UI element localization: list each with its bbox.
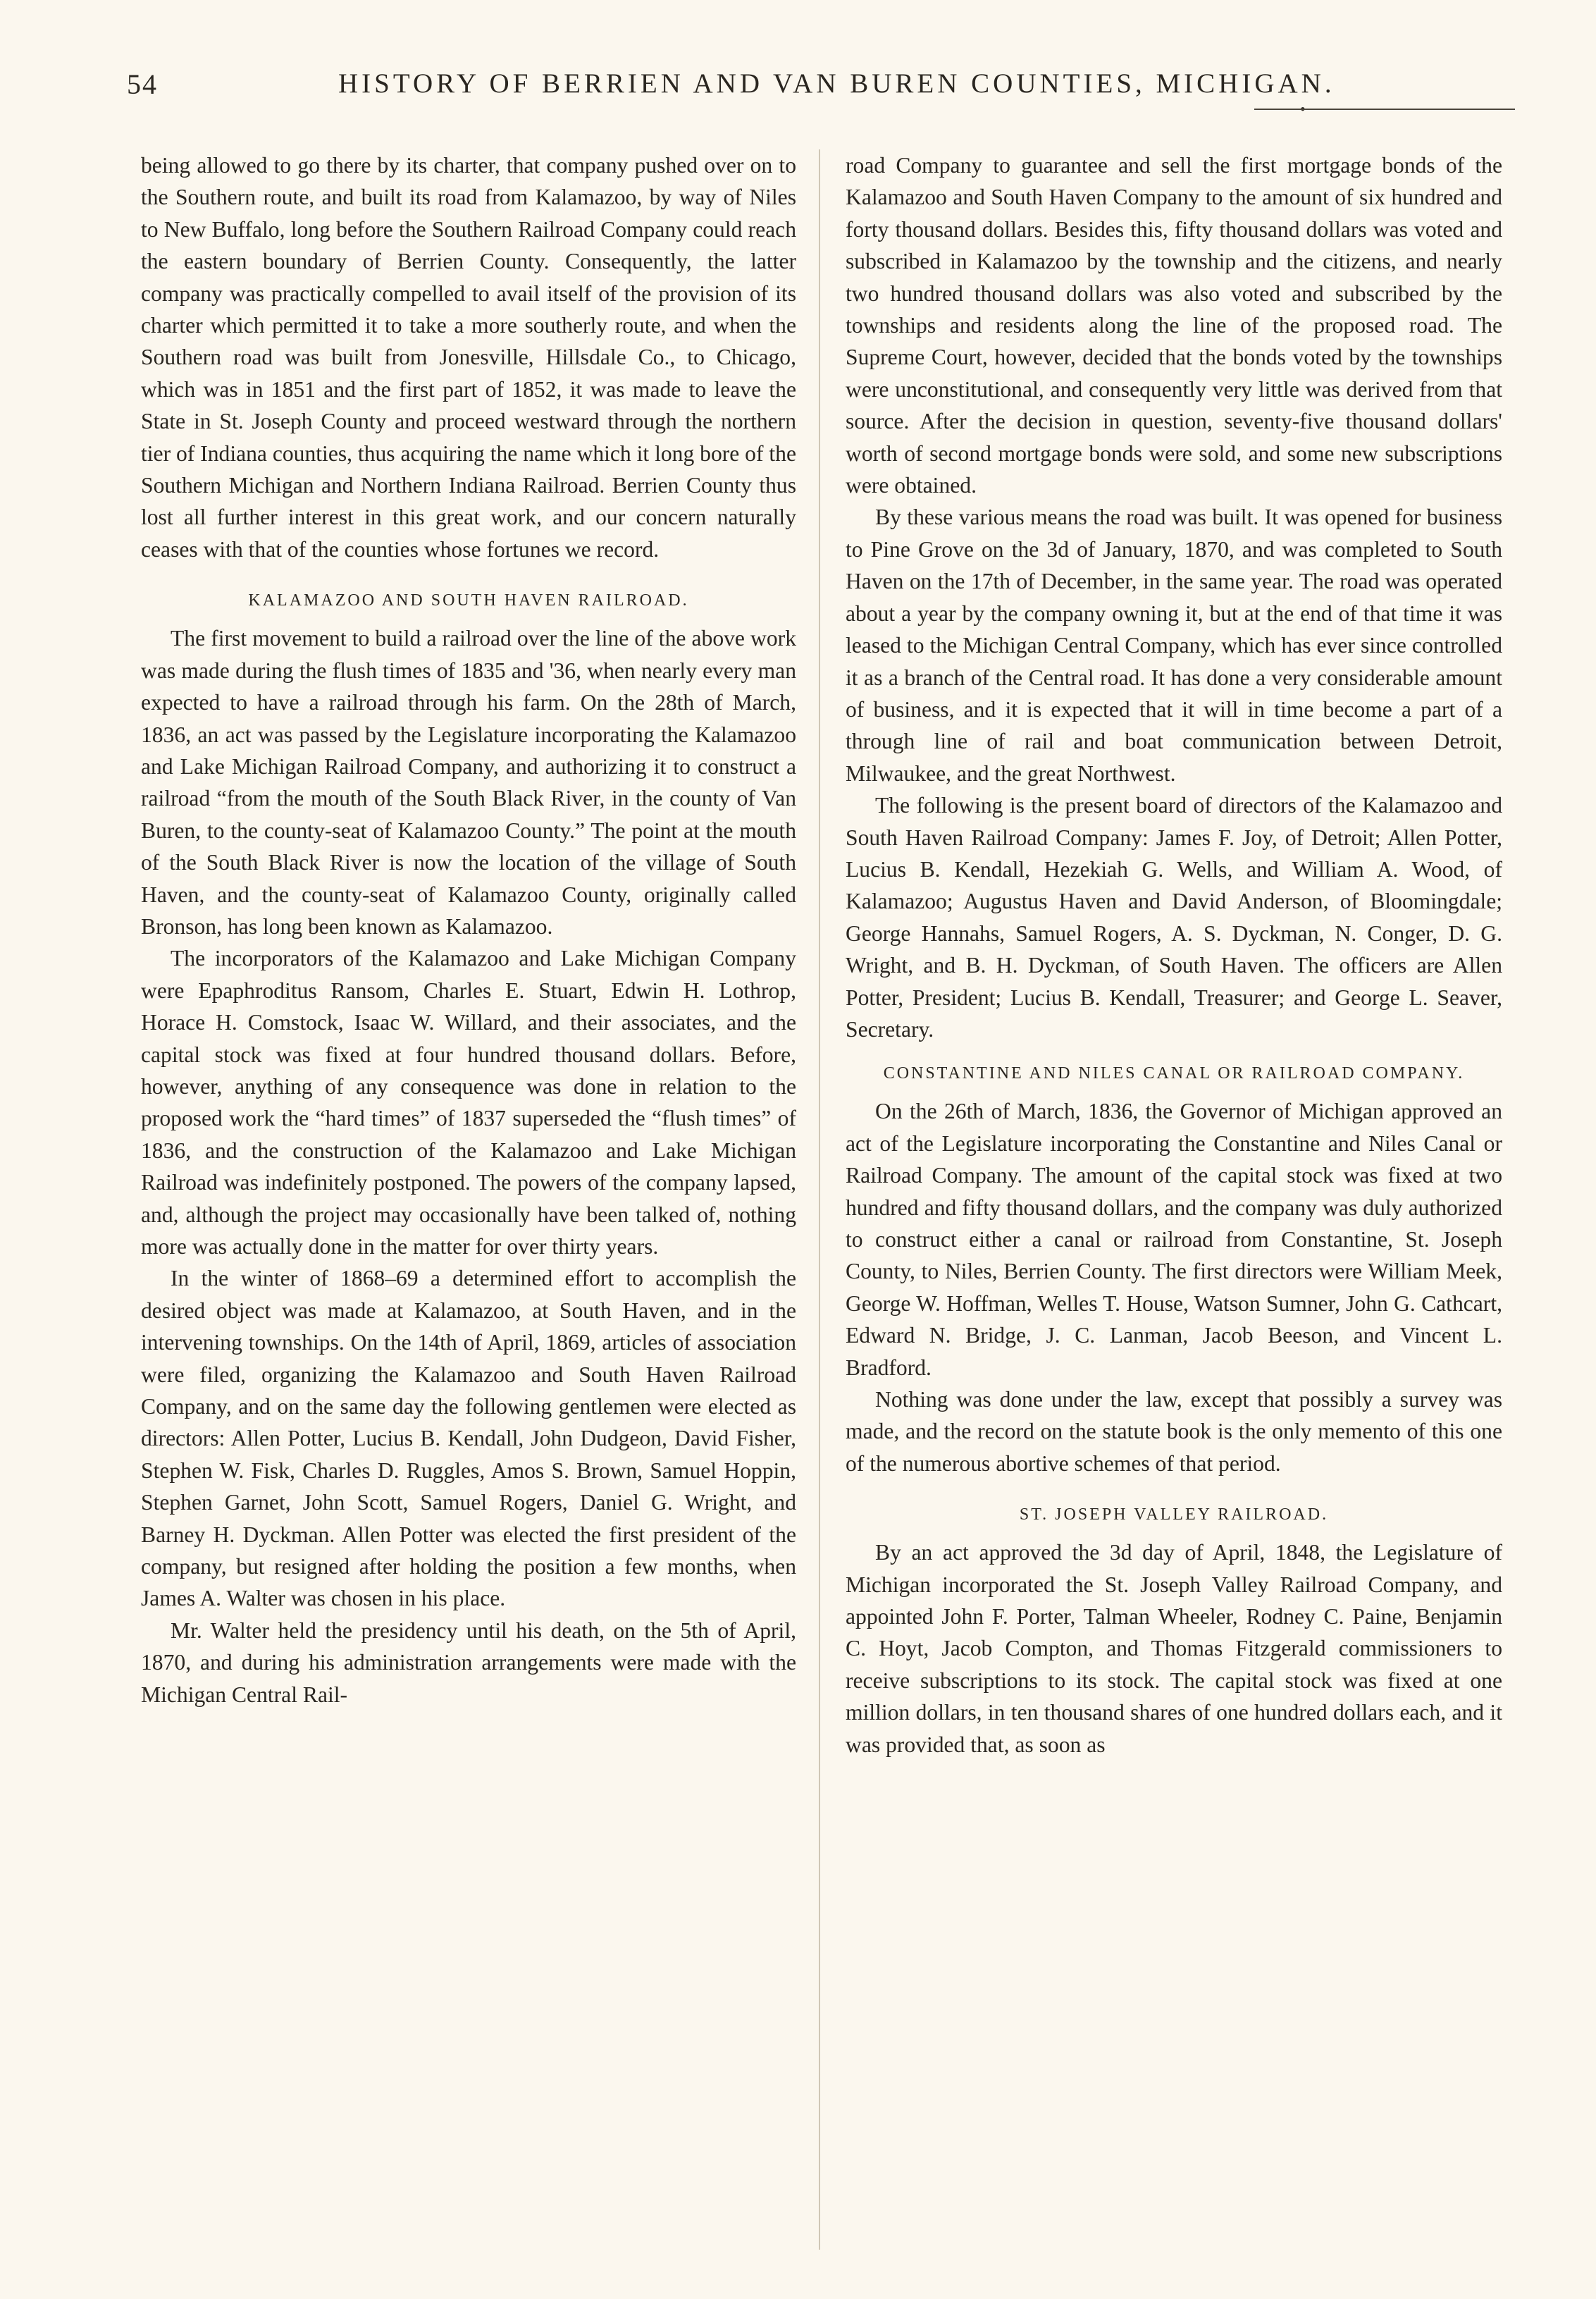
paragraph: being allowed to go there by its charter, that company pushed over on to the Southern route, and built its road from Kalamazoo, by way of Niles to New Buffalo, long before the Southern Railroad Company could reach the eastern boundary of Berrien County. Consequently, the latter company was practically compelled to avail itself of the provision of its charter which permitted it to take a more southerly route, and when the Southern road was built from Jonesville, Hillsdale Co., to Chicago, which was in 1851 and the first part of 1852, it was made to leave the State in St. Joseph County and proceed westward through the northern tier of Indiana counties, thus acquiring the name which it long bore of the Southern Michigan and Northern Indiana Railroad. Berrien County thus lost all further interest in this great work, and our concern naturally ceases with that of the counties whose fortunes we record. (141, 153, 796, 562)
paragraph: On the 26th of March, 1836, the Governor of Michigan approved an act of the Legislature incorporating the Constantine and Niles Canal or Railroad Company. The amount of the capital stock was fixed at two hundred and fifty thousand dollars, and the company was duly authorized to construct either a canal or railroad from Constantine, St. Joseph County, to Niles, Berrien County. The first directors were William Meek, George W. Hoffman, Welles T. House, Watson Sumner, John G. Cathcart, Edward N. Bridge, J. C. Lanman, Jacob Beeson, and Vincent L. Bradford. (846, 1099, 1502, 1380)
paragraph: In the winter of 1868–69 a determined effort to accomplish the desired object was made at Kalamazoo, at South Haven, and in the intervening townships. On the 14th of April, 1869, articles of association were filed, organizing the Kalamazoo and South Haven Railroad Company, and on the same day the following gentlemen were elected as directors: Allen Potter, Lucius B. Kendall, John Dudgeon, David Fisher, Stephen W. Fisk, Charles D. Ruggles, Amos S. Brown, Samuel Hoppin, Stephen Garnet, John Scott, Samuel Rogers, Daniel G. Wright, and Barney H. Dyckman. Allen Potter was elected the first president of the company, but resigned after holding the position a few months, when James A. Walter was chosen in his place. (141, 1266, 796, 1611)
page-header (127, 68, 1515, 110)
page-number: 54 (127, 68, 158, 100)
paragraph: The incorporators of the Kalamazoo and Lake Michigan Company were Epaphroditus Ransom, Charles E. Stuart, Edwin H. Lothrop, Horace H. Comstock, Isaac W. Willard, and their associates, and the capital stock was fixed at four hundred thousand dollars. Before, however, anything of any consequence was done in relation to the proposed work the “hard times” of 1837 superseded the “flush times” of 1836, and the construction of the Kalamazoo and Lake Michigan Railroad was indefinitely postponed. The powers of the company lapsed, and, although the project may occasionally have been talked of, nothing more was actually done in the matter for over thirty years. (141, 946, 796, 1259)
section-heading: KALAMAZOO AND SOUTH HAVEN RAILROAD. (248, 591, 689, 610)
paragraph: By an act approved the 3d day of April, 1848, the Legislature of Michigan incorporated the St. Joseph Valley Railroad Company, and appointed John F. Porter, Talman Wheeler, Rodney C. Paine, Benjamin C. Hoyt, Jacob Compton, and Thomas Fitzgerald commissioners to receive subscriptions to its stock. The capital stock was fixed at one million dollars, in ten thousand shares of one hundred dollars each, and it was provided that, as soon as (846, 1540, 1502, 1757)
right-column (846, 149, 1502, 1761)
paragraph: By these various means the road was built. It was opened for business to Pine Grove on the 3d of January, 1870, and was completed to South Haven on the 17th of December, in the same year. The road was operated about a year by the company owning it, but at the end of that time it was leased to the Michigan Central Company, which has ever since controlled it as a branch of the Central road. It has done a very considerable amount of business, and it is expected that it will in time become a part of a through line of rail and boat communication between Detroit, Milwaukee, and the great Northwest. (846, 505, 1502, 786)
left-column (141, 149, 796, 1711)
column-divider (819, 149, 820, 2250)
paragraph: The first movement to build a railroad over the line of the above work was made during the flush times of 1835 and '36, when nearly every man expected to have a railroad through his farm. On the 28th of March, 1836, an act was passed by the Legislature incorporating the Kalamazoo and Lake Michigan Railroad Company, and authorizing it to construct a railroad “from the mouth of the South Black River, in the county of Van Buren, to the county-seat of Kalamazoo County.” The point at the mouth of the South Black River is now the location of the village of South Haven, and the county-seat of Kalamazoo County, originally called Bronson, has long been known as Kalamazoo. (141, 626, 796, 939)
paragraph: road Company to guarantee and sell the first mortgage bonds of the Kalamazoo and South Haven Company to the amount of six hundred and forty thousand dollars. Besides this, fifty thousand dollars was voted and subscribed in Kalamazoo by the township and the citizens, and nearly two hundred thousand dollars was also voted and subscribed by the townships and residents along the line of the proposed road. The Supreme Court, however, decided that the bonds voted by the townships were unconstitutional, and consequently very little was derived from that source. After the decision in question, seventy-five thousand dollars' worth of second mortgage bonds were sold, and some new subscriptions were obtained. (846, 153, 1502, 498)
section-heading: CONSTANTINE AND NILES CANAL OR RAILROAD COMPANY. (883, 1064, 1465, 1083)
paragraph: The following is the present board of directors of the Kalamazoo and South Haven Railroad Company: James F. Joy, of Detroit; Allen Potter, Lucius B. Kendall, Hezekiah G. Wells, and William A. Wood, of Kalamazoo; Augustus Haven and David Anderson, of Bloomingdale; George Hannahs, Samuel Rogers, A. S. Dyckman, N. Conger, D. G. Wright, and B. H. Dyckman, of South Haven. The officers are Allen Potter, President; Lucius B. Kendall, Treasurer; and George L. Seaver, Secretary. (846, 793, 1502, 1042)
paragraph: Nothing was done under the law, except that possibly a survey was made, and the record on the statute book is the only memento of this one of the numerous abortive schemes of that period. (846, 1387, 1502, 1476)
paragraph: Mr. Walter held the presidency until his death, on the 5th of April, 1870, and during his administration arrangements were made with the Michigan Central Rail- (141, 1617, 796, 1707)
running-title: HISTORY OF BERRIEN AND VAN BUREN COUNTIES, MICHIGAN. (338, 68, 1335, 99)
header-rule (1254, 109, 1515, 110)
section-heading: ST. JOSEPH VALLEY RAILROAD. (1019, 1505, 1329, 1524)
